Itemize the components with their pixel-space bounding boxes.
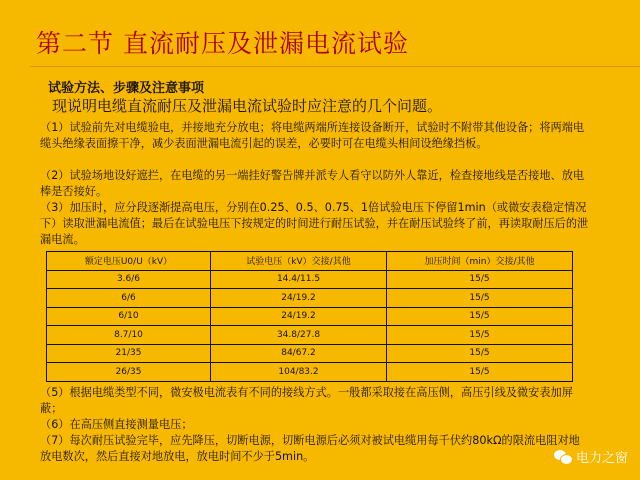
table-cell: 6/10 [47, 307, 211, 326]
table-row [47, 326, 573, 345]
watermark-text: 电力之窗 [575, 451, 628, 466]
table-cell: 15/5 [387, 344, 573, 363]
step-5-text: （5）根据电缆类型不同，微安极电流表有不同的接线方式。一般都采取接在高压侧，高压引线及微安表加屏蔽； [40, 386, 573, 415]
title-divider [30, 66, 640, 67]
table-cell: 34.8/27.8 [211, 326, 387, 345]
table-cell: 14.4/11.5 [211, 270, 387, 289]
wechat-icon [554, 450, 572, 464]
header-duration: 加压时间（min）交接/其他 [387, 252, 573, 271]
table-header-row [47, 252, 573, 271]
table-row [47, 363, 573, 382]
header-rated-voltage: 额定电压U0/U（kV） [47, 252, 211, 271]
table-cell: 24/19.2 [211, 307, 387, 326]
slide-title: 第二节 直流耐压及泄漏电流试验 [36, 29, 409, 58]
table-cell: 84/67.2 [211, 344, 387, 363]
step-2-text: （2）试验场地设好遮拦，在电缆的另一端挂好警告牌并派专人看守以防外人靠近，检查接地线是否接地、放电棒是否接好。 [40, 169, 585, 198]
table-cell: 15/5 [387, 307, 573, 326]
step-7-text: （7）每次耐压试验完毕，应先降压，切断电源，切断电源后必须对被试电缆用每千伏约80kΩ的限流电阻对地放电数次，然后直接对地放电，放电时间不少于5min。 [40, 434, 580, 463]
step-6-text: （6）在高压侧直接测量电压； [40, 418, 193, 431]
table-cell: 26/35 [47, 363, 211, 382]
table-cell: 15/5 [387, 270, 573, 289]
table-cell: 8.7/10 [47, 326, 211, 345]
table-cell: 3.6/6 [47, 270, 211, 289]
table-row [47, 270, 573, 289]
table-cell: 6/6 [47, 289, 211, 308]
step-1-text: （1）试验前先对电缆验电，并接地充分放电；将电缆两端所连接设备断开，试验时不附带其他设备；将两端电缆头绝缘表面擦干净，减少表面泄漏电流引起的误差，必要时可在电缆头相间设绝缘挡板。 [40, 121, 585, 150]
step-3-text: （3）加压时，应分段逐渐提高电压，分别在0.25、0.5、0.75、1倍试验电压下停留1min（或微安表稳定情况下）读取泄漏电流值；最后在试验电压下按规定的时间进行耐压试验，并在耐压试验终了前，再读取耐压后的泄漏电流。 [40, 201, 589, 246]
section-heading: 试验方法、步骤及注意事项 [48, 81, 205, 96]
header-test-voltage: 试验电压（kV）交接/其他 [211, 252, 387, 271]
table-row [47, 289, 573, 308]
table-row [47, 344, 573, 363]
table-row [47, 307, 573, 326]
intro-text: 现说明电缆直流耐压及泄漏电流试验时应注意的几个问题。 [52, 97, 443, 115]
table-cell: 15/5 [387, 326, 573, 345]
table-cell: 104/83.2 [211, 363, 387, 382]
table-cell: 15/5 [387, 289, 573, 308]
table-cell: 24/19.2 [211, 289, 387, 308]
table-cell: 21/35 [47, 344, 211, 363]
watermark [554, 447, 628, 466]
table-cell: 15/5 [387, 363, 573, 382]
test-voltage-table [46, 251, 573, 382]
